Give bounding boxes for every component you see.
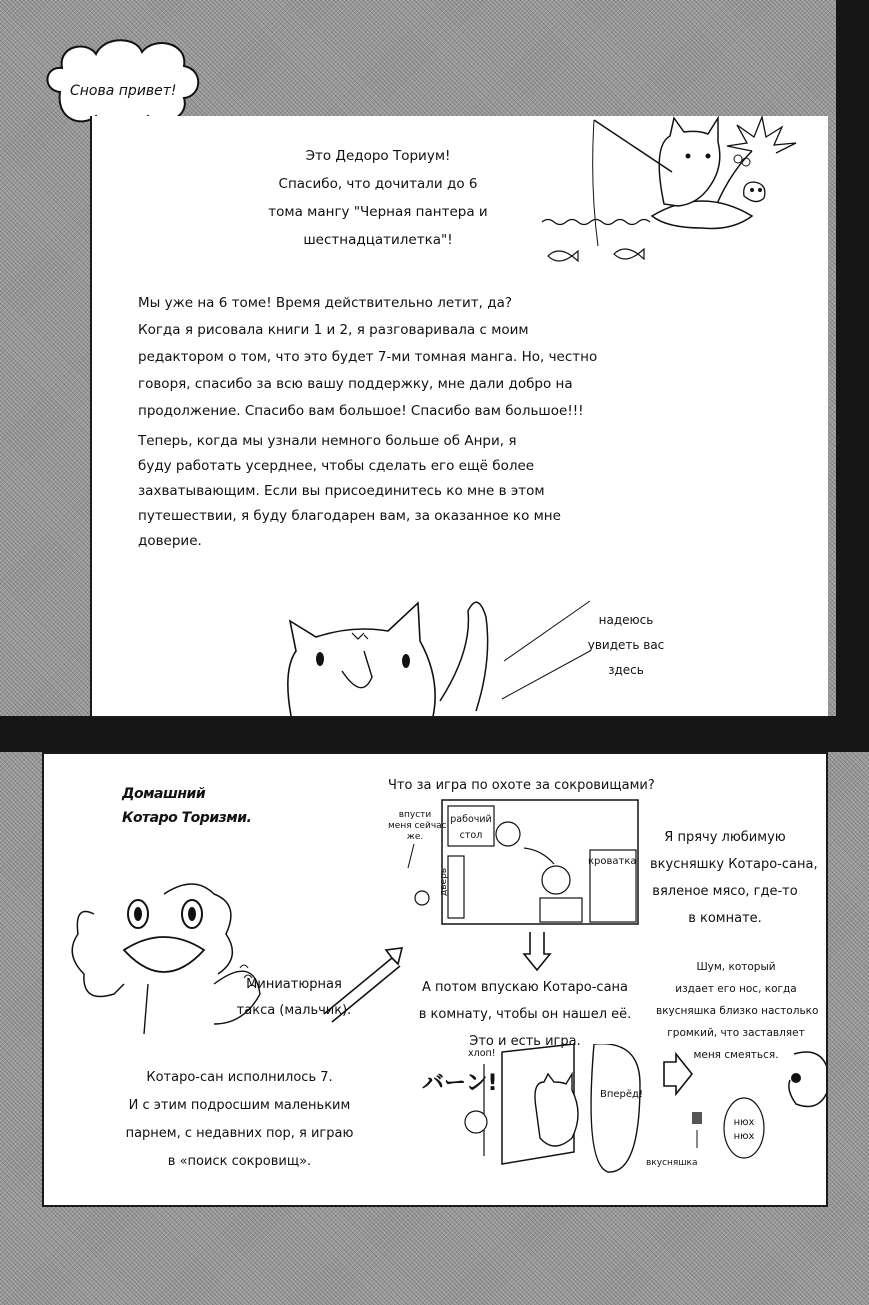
sniff-text: нюх нюх [733, 1117, 755, 1142]
fishing-cat-illustration [452, 116, 812, 266]
door-label: дверь [439, 867, 449, 896]
pet-story-panel [42, 752, 828, 1207]
noise-text: Шум, который издает его нос, когда вкусняшка близко настолько громкий, что заставляет меня смеяться. [656, 961, 819, 1061]
dog-bubble-text: впусти меня сейчас же. [388, 810, 447, 842]
hide-text: Я прячу любимую вкусняшку Котаро-сана, вяленое мясо, где-то в комнате. [650, 830, 818, 926]
question-text: Что за игра по охоте за сокровищами? [388, 778, 655, 793]
cloud-text: Снова привет! [70, 83, 177, 99]
bang-sfx: バーン! [422, 1071, 498, 1096]
breed-text: Миниатюрная такса (мальчик). [236, 977, 352, 1018]
pet-heading: Домашний Котаро Торизми. [122, 786, 252, 826]
down-arrow-icon [522, 932, 552, 972]
paragraph-2: Теперь, когда мы узнали немного больше об Анри, я буду работать усерднее, чтобы сделать его ещё более захватывающим. Если вы присоединитесь ко мне в этом путешествии, я буду благодарен вам, за оказанное ко мне доверие. [138, 433, 561, 549]
intro-text: Это Дедоро Ториум! Спасибо, что дочитали до 6 тома мангу "Черная пантера и шестнадцатилетка"! [268, 148, 488, 248]
paragraph-1: Мы уже на 6 томе! Время действительно летит, да? Когда я рисовала книги 1 и 2, я разговаривала с моим редактором о том, что это будет 7-ми томная манга. Но, честно говоря, спасибо за всю вашу поддержку, мне дали добро на продолжение. Спасибо вам большое! Спасибо вам большое!!! [138, 295, 598, 419]
dark-edge-strip [836, 0, 869, 720]
door-scene-illustration [444, 1044, 828, 1184]
clap-sfx: хлоп! [468, 1048, 496, 1059]
page-separator-band [0, 716, 869, 752]
then-text: А потом впускаю Котаро-сана в комнату, чтобы он нашел её. Это и есть игра. [418, 980, 632, 1049]
age-text: Котаро-сан исполнилось 7. И с этим подросшим маленьким парнем, с недавних пор, я играю в «поиск сокровищ». [125, 1070, 354, 1169]
afterword-panel [90, 116, 828, 718]
desk-label: рабочий стол [450, 814, 492, 841]
bed-label: кроватка [588, 856, 637, 867]
treat-label: вкусняшка [646, 1158, 698, 1168]
go-text: Вперёд! [600, 1089, 643, 1100]
see-you-text: надеюсь увидеть вас здесь [587, 613, 665, 677]
